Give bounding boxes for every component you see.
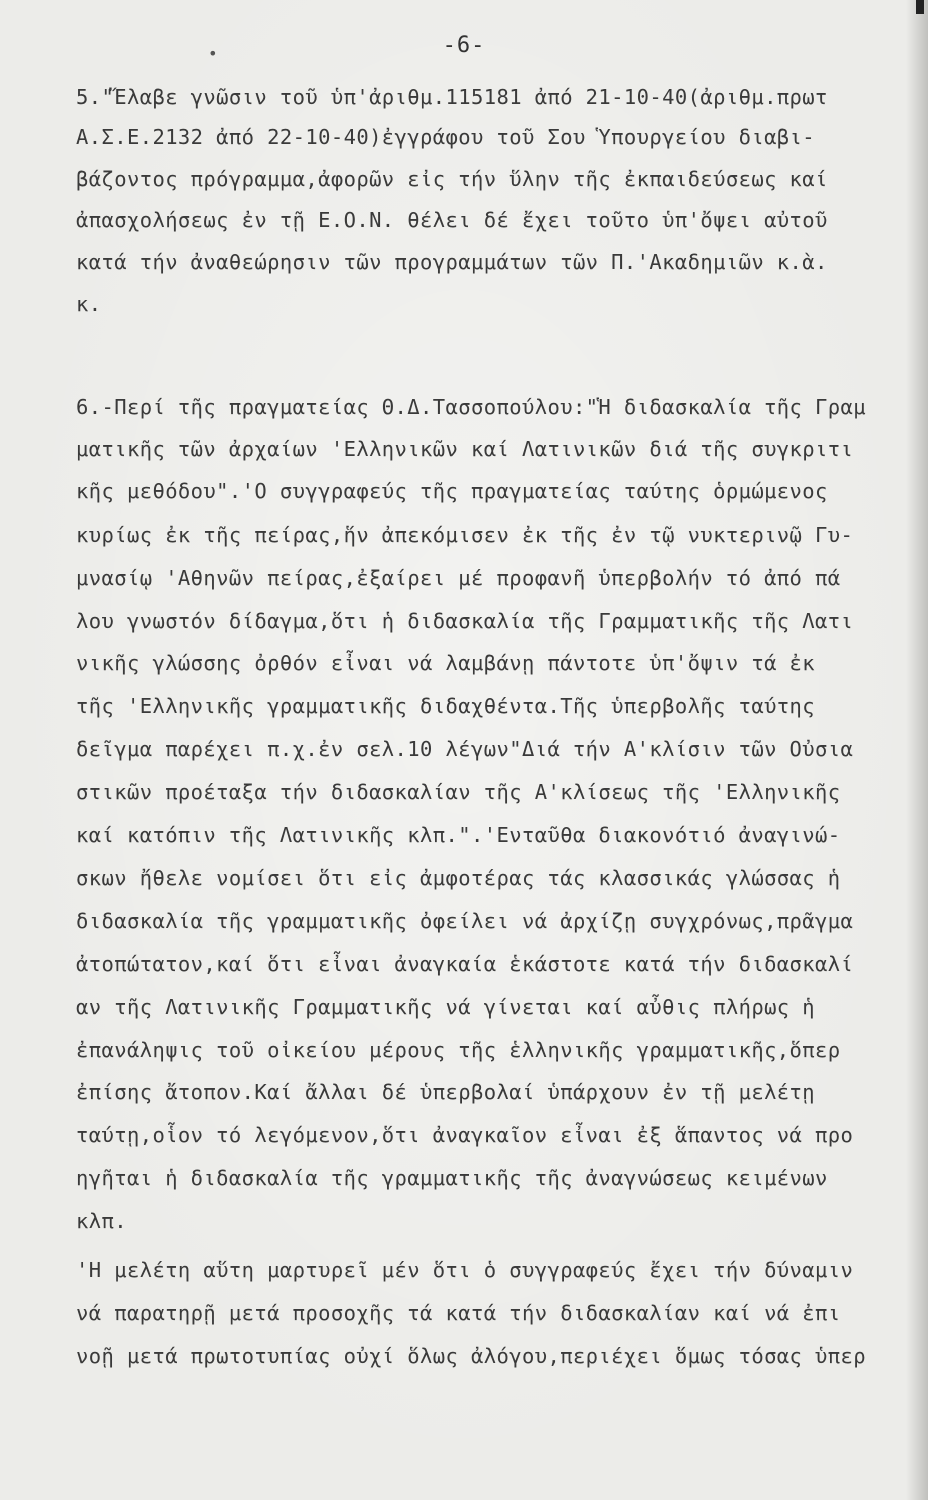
text-line: λου γνωστόν δίδαγμα,ὅτι ἡ διδασκαλία τῆς Γραμματικῆς τῆς Λατι [76,609,854,633]
text-line: ηγῆται ἡ διδασκαλία τῆς γραμματικῆς τῆς ἀναγνώσεως κειμένων [76,1166,828,1190]
text-line: 5."Ἔλαβε γνῶσιν τοῦ ὑπ'ἀριθμ.115181 ἀπό 21-10-40(ἀριθμ.πρωτ [76,85,828,109]
text-line: κλπ. [76,1209,127,1233]
text-line: νικῆς γλώσσης ὀρθόν εἶναι νά λαμβάνῃ πάντοτε ὑπ'ὄψιν τά ἐκ [76,651,816,675]
text-line: κῆς μεθόδου".'Ο συγγραφεύς τῆς πραγματείας ταύτης ὁρμώμενος [76,479,828,503]
text-line: ἀπασχολήσεως ἐν τῇ Ε.Ο.Ν. θέλει δέ ἔχει τοῦτο ὑπ'ὄψει αὐτοῦ [76,208,828,232]
text-line: ταύτῃ,οἷον τό λεγόμενον,ὅτι ἀναγκαῖον εἶναι ἐξ ἅπαντος νά προ [76,1123,854,1147]
text-line: κατά τήν ἀναθεώρησιν τῶν προγραμμάτων τῶν Π.'Ακαδημιῶν κ.ὰ. [76,250,828,274]
text-line: νά παρατηρῇ μετά προσοχῆς τά κατά τήν διδασκαλίαν καί νά ἐπι [76,1301,841,1325]
page-edge-shadow [906,0,928,1500]
text-line: τῆς 'Ελληνικῆς γραμματικῆς διδαχθέντα.Τῆς ὑπερβολῆς ταύτης [76,694,816,718]
text-line: νοῇ μετά πρωτοτυπίας οὐχί ὅλως ἀλόγου,περιέχει ὅμως τόσας ὑπερ [76,1344,867,1368]
text-line: καί κατόπιν τῆς Λατινικῆς κλπ.".'Ενταῦθα διακονότιό ἀναγινώ- [76,823,841,847]
text-line: κ. [76,292,102,316]
text-line: δεῖγμα παρέχει π.χ.ἐν σελ.10 λέγων"Διά τήν Α'κλίσιν τῶν Οὐσια [76,737,854,761]
text-line: ἐπανάληψις τοῦ οἰκείου μέρους τῆς ἑλληνικῆς γραμματικῆς,ὅπερ [76,1038,841,1062]
text-line: βάζοντος πρόγραμμα,ἀφορῶν εἰς τήν ὕλην τῆς ἐκπαιδεύσεως καί [76,167,828,191]
text-line: 6.-Περί τῆς πραγματείας Θ.Δ.Τασσοπούλου:"Ἡ διδασκαλία τῆς Γραμ [76,395,867,419]
text-line: κυρίως ἐκ τῆς πείρας,ἥν ἀπεκόμισεν ἐκ τῆς ἐν τῷ νυκτερινῷ Γυ- [76,523,854,547]
text-line: σκων ἤθελε νομίσει ὅτι εἰς ἀμφοτέρας τάς κλασσικάς γλώσσας ἡ [76,866,841,890]
text-line: στικῶν προέταξα τήν διδασκαλίαν τῆς Α'κλίσεως τῆς 'Ελληνικῆς [76,780,841,804]
margin-tick-mark: • [208,44,218,63]
scan-edge-mark [916,0,924,14]
page-number: -6- [442,33,486,58]
text-line: διδασκαλία τῆς γραμματικῆς ὀφείλει νά ἀρχίζῃ συγχρόνως,πρᾶγμα [76,909,854,933]
text-line: μνασίῳ 'Αθηνῶν πείρας,ἐξαίρει μέ προφανῆ ὑπερβολήν τό ἀπό πά [76,566,841,590]
text-line: ἀτοπώτατον,καί ὅτι εἶναι ἀναγκαία ἑκάστοτε κατά τήν διδασκαλί [76,952,854,976]
text-line: αν τῆς Λατινικῆς Γραμματικῆς νά γίνεται καί αὖθις πλήρως ἡ [76,995,816,1019]
text-line: 'Η μελέτη αὕτη μαρτυρεῖ μέν ὅτι ὁ συγγραφεύς ἔχει τήν δύναμιν [76,1258,854,1282]
text-line: ματικῆς τῶν ἀρχαίων 'Ελληνικῶν καί Λατινικῶν διά τῆς συγκριτι [76,437,854,461]
text-line: ἐπίσης ἄτοπον.Καί ἄλλαι δέ ὑπερβολαί ὑπάρχουν ἐν τῇ μελέτῃ [76,1080,816,1104]
text-line: Α.Σ.Ε.2132 ἀπό 22-10-40)ἐγγράφου τοῦ Σου Ὑπουργείου διαβι- [76,125,816,149]
